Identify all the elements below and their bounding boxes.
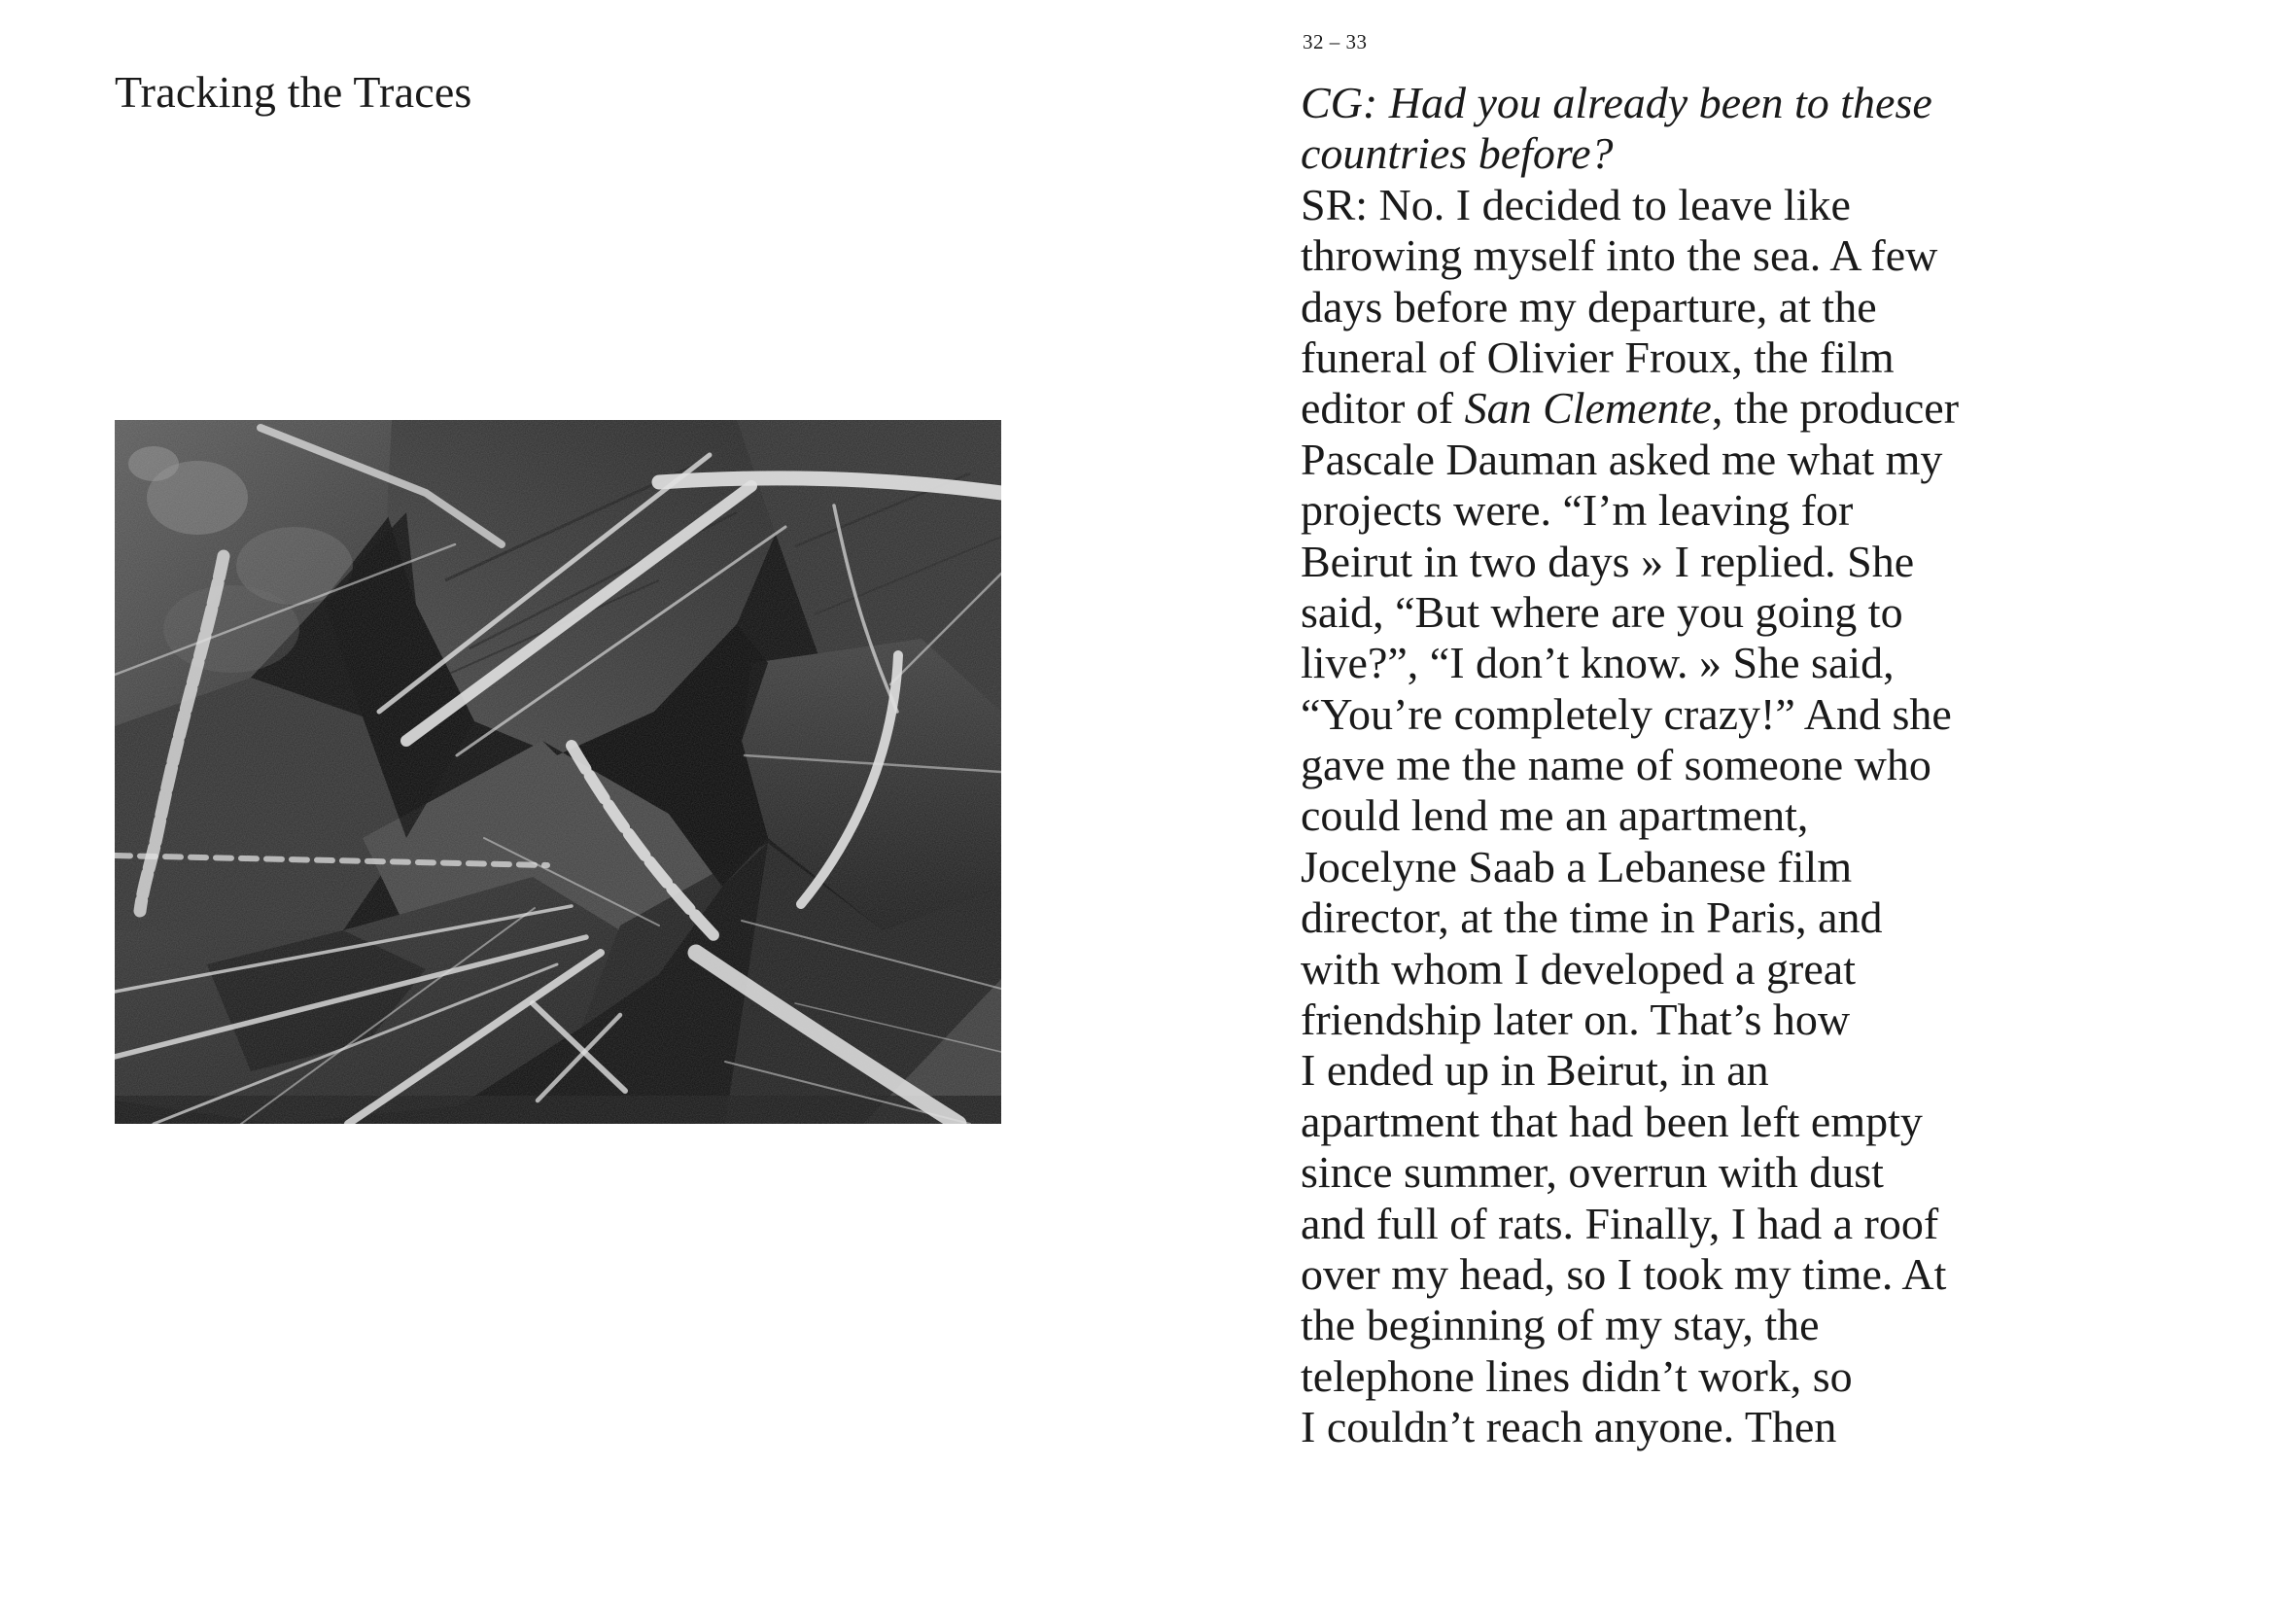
text-segment: director, at the time in Paris, and	[1301, 892, 1883, 943]
text-segment: editor of	[1301, 383, 1465, 434]
text-segment: , the producer	[1711, 383, 1960, 434]
text-line	[1301, 995, 2020, 1045]
text-line	[1301, 282, 2020, 332]
text-segment: I ended up in Beirut, in an	[1301, 1045, 1769, 1096]
text-line	[1301, 1402, 2020, 1452]
rock-photo	[115, 420, 1001, 1124]
text-line	[1301, 790, 2020, 841]
interview-text	[1301, 78, 2020, 1453]
text-line	[1301, 180, 2020, 230]
text-line	[1301, 689, 2020, 740]
page-number: 32 – 33	[1303, 30, 1368, 53]
text-segment: projects were. “I’m leaving for	[1301, 485, 1854, 536]
text-line	[1301, 892, 2020, 943]
text-line	[1301, 485, 2020, 536]
text-line	[1301, 1199, 2020, 1249]
text-segment: and full of rats. Finally, I had a roof	[1301, 1198, 1939, 1248]
text-line	[1301, 740, 2020, 790]
text-line	[1301, 1097, 2020, 1147]
text-line	[1301, 332, 2020, 383]
text-line	[1301, 587, 2020, 638]
text-segment: throwing myself into the sea. A few	[1301, 230, 1938, 281]
text-line	[1301, 128, 2020, 179]
text-line	[1301, 537, 2020, 587]
italic-text-segment: San Clemente	[1464, 383, 1712, 434]
text-segment: telephone lines didn’t work, so	[1301, 1350, 1853, 1401]
text-segment: since summer, overrun with dust	[1301, 1147, 1884, 1198]
text-line	[1301, 383, 2020, 434]
text-line	[1301, 944, 2020, 995]
text-segment: over my head, so I took my time. At	[1301, 1248, 1947, 1299]
text-segment: days before my departure, at the	[1301, 281, 1877, 332]
text-segment: live?”, “I don’t know. » She said,	[1301, 638, 1895, 688]
text-line	[1301, 638, 2020, 688]
text-segment: Jocelyne Saab a Lebanese film	[1301, 841, 1853, 891]
text-line	[1301, 1045, 2020, 1096]
rock-photo-image	[115, 420, 1001, 1124]
italic-text-segment: countries before?	[1301, 128, 1614, 179]
text-segment: funeral of Olivier Froux, the film	[1301, 332, 1895, 382]
text-line	[1301, 1249, 2020, 1300]
text-segment: could lend me an apartment,	[1301, 790, 1809, 841]
text-segment: Beirut in two days » I replied. She	[1301, 536, 1915, 586]
text-line	[1301, 78, 2020, 128]
text-segment: with whom I developed a great	[1301, 943, 1856, 994]
text-segment: SR: No. I decided to leave like	[1301, 179, 1851, 229]
text-line	[1301, 1300, 2020, 1350]
text-line	[1301, 435, 2020, 485]
text-line	[1301, 842, 2020, 892]
italic-text-segment: CG: Had you already been to these	[1301, 78, 1932, 127]
text-segment: the beginning of my stay, the	[1301, 1300, 1820, 1350]
text-line	[1301, 1351, 2020, 1402]
text-line	[1301, 1147, 2020, 1198]
page-title: Tracking the Traces	[115, 67, 472, 117]
text-segment: friendship later on. That’s how	[1301, 995, 1851, 1045]
text-segment: said, “But where are you going to	[1301, 586, 1903, 637]
text-segment: Pascale Dauman asked me what my	[1301, 434, 1943, 484]
text-segment: I couldn’t reach anyone. Then	[1301, 1402, 1837, 1452]
text-segment: “You’re completely crazy!” And she	[1301, 688, 1952, 739]
text-segment: apartment that had been left empty	[1301, 1096, 1923, 1146]
text-line	[1301, 230, 2020, 281]
text-segment: gave me the name of someone who	[1301, 740, 1931, 790]
